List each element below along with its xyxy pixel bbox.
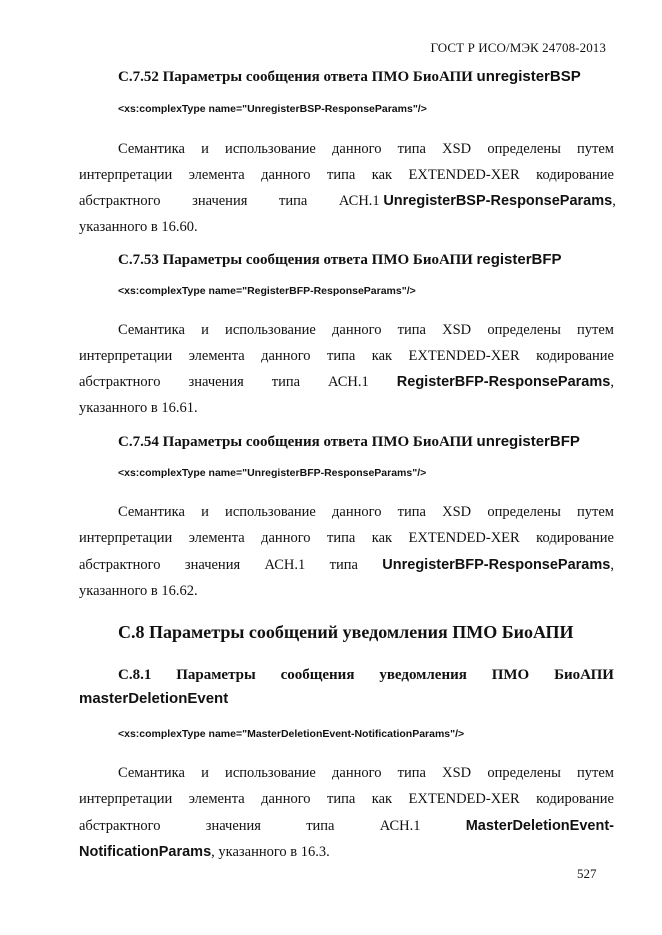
asn1-type-name: NotificationParams (79, 844, 212, 860)
heading-c-8-1-code: masterDeletionEvent (79, 690, 229, 707)
xsd-declaration: <xs:complexType name="UnregisterBSP-ResponseParams"/> (118, 103, 427, 115)
heading-code: unregisterBSP (476, 68, 581, 85)
paragraph-line: интерпретации элемента данного типа как EXTENDED-XER кодирование (79, 167, 614, 183)
xsd-declaration: <xs:complexType name="MasterDeletionEvent-NotificationParams"/> (118, 728, 465, 740)
document-header: ГОСТ Р ИСО/МЭК 24708-2013 (430, 40, 606, 55)
paragraph-line: интерпретации элемента данного типа как EXTENDED-XER кодирование (79, 530, 614, 546)
heading-c-7-53 (118, 251, 562, 269)
page-number: 527 (577, 866, 597, 881)
heading-text: C.7.52 Параметры сообщения ответа ПМО БиоАПИ (118, 69, 477, 85)
asn1-type-name: MasterDeletionEvent- (465, 818, 614, 834)
paragraph-line: интерпретации элемента данного типа как EXTENDED-XER кодирование (79, 791, 614, 807)
paragraph-line: абстрактного значения типа АСН.1 UnregisterBSP-ResponseParams, (79, 193, 616, 209)
paragraph-line: абстрактного значения типа АСН.1 MasterDeletionEvent- (79, 818, 614, 834)
paragraph-line: Семантика и использование данного типа XSD определены путем (118, 322, 614, 338)
xsd-declaration: <xs:complexType name="UnregisterBFP-ResponseParams"/> (118, 467, 427, 479)
asn1-type-name: RegisterBFP-ResponseParams (396, 374, 611, 390)
xsd-declaration: <xs:complexType name="RegisterBFP-ResponseParams"/> (118, 285, 416, 297)
paragraph-line: указанного в 16.62. (79, 583, 198, 599)
paragraph-line: NotificationParams, указанного в 16.3. (79, 844, 330, 860)
paragraph-line: абстрактного значения АСН.1 типа UnregisterBFP-ResponseParams, (79, 557, 614, 573)
paragraph-line: Семантика и использование данного типа XSD определены путем (118, 141, 614, 157)
heading-c-7-54 (118, 433, 580, 451)
heading-code: registerBFP (476, 251, 562, 268)
asn1-type-name: UnregisterBSP-ResponseParams (383, 193, 613, 209)
heading-c-8-1: C.8.1 Параметры сообщения уведомления ПМО БиоАПИ (118, 667, 614, 683)
paragraph-line: абстрактного значения типа АСН.1 RegisterBFP-ResponseParams, (79, 374, 614, 390)
paragraph-line: указанного в 16.61. (79, 400, 198, 416)
heading-text: C.7.53 Параметры сообщения ответа ПМО БиоАПИ (118, 252, 477, 268)
heading-text: C.7.54 Параметры сообщения ответа ПМО БиоАПИ (118, 434, 477, 450)
heading-code: unregisterBFP (476, 433, 580, 450)
heading-c-7-52 (118, 68, 581, 86)
paragraph-line: Семантика и использование данного типа XSD определены путем (118, 504, 614, 520)
paragraph-line: Семантика и использование данного типа XSD определены путем (118, 765, 614, 781)
paragraph-line: указанного в 16.60. (79, 219, 198, 235)
section-title: C.8 Параметры сообщений уведомления ПМО БиоАПИ (118, 622, 574, 642)
paragraph-line: интерпретации элемента данного типа как EXTENDED-XER кодирование (79, 348, 614, 364)
asn1-type-name: UnregisterBFP-ResponseParams (382, 557, 611, 573)
